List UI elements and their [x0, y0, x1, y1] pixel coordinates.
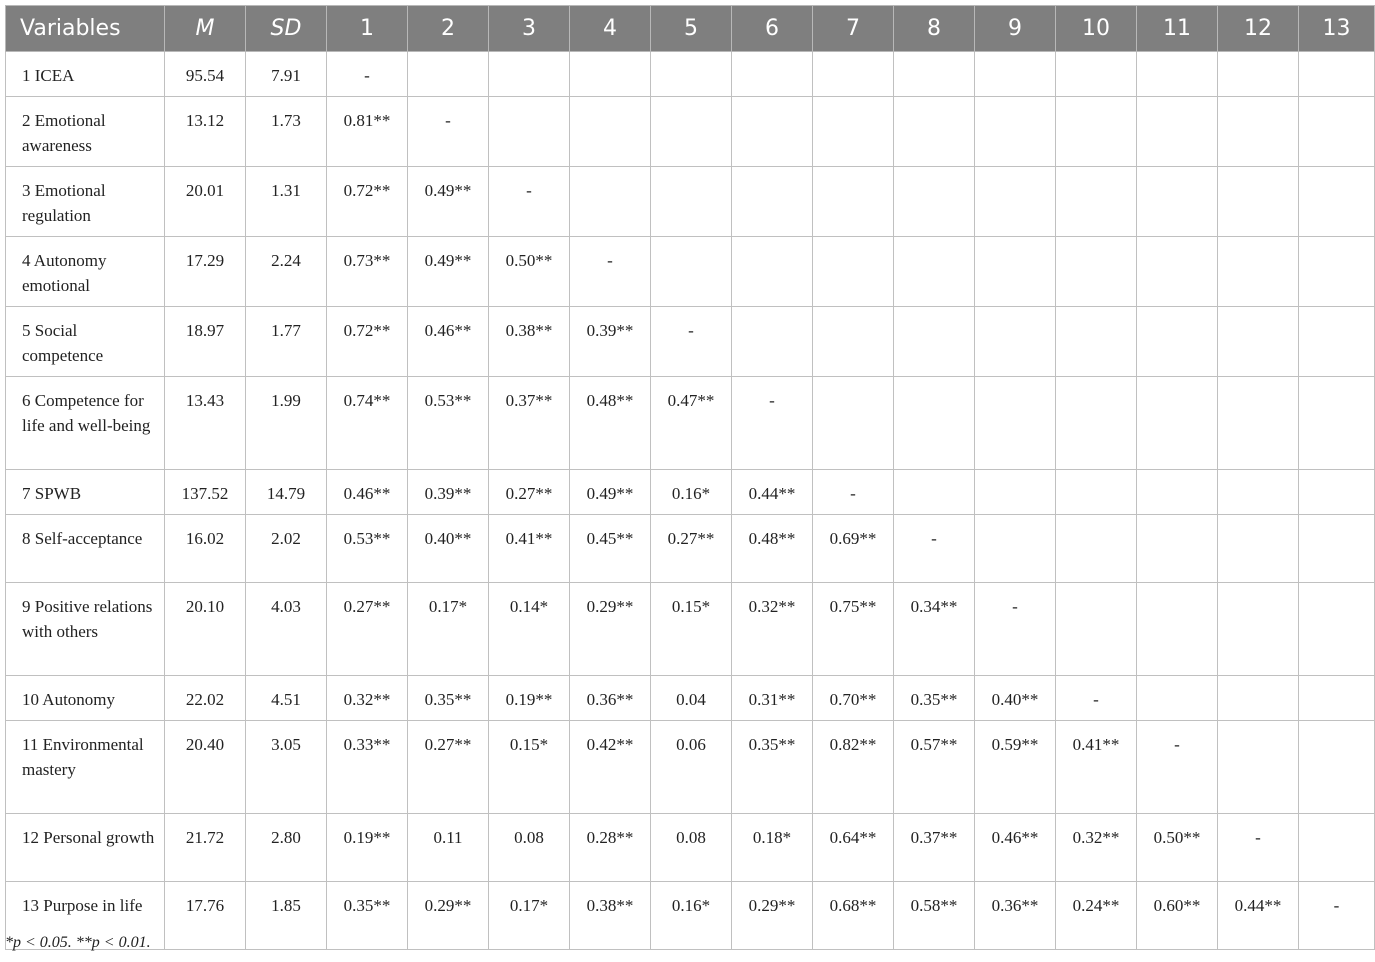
correlation-cell — [1218, 237, 1299, 307]
header-col-6: 6 — [732, 6, 813, 52]
row-variable-label: 6 Competence for life and well-being — [6, 377, 165, 470]
correlation-cell: 0.38** — [570, 882, 651, 950]
correlation-cell: 0.17* — [408, 583, 489, 676]
correlation-cell: 0.29** — [408, 882, 489, 950]
correlation-cell: 0.32** — [732, 583, 813, 676]
correlation-cell: 0.41** — [1056, 721, 1137, 814]
correlation-cell: 0.39** — [408, 470, 489, 515]
correlation-cell: 0.15* — [651, 583, 732, 676]
correlation-cell — [1056, 52, 1137, 97]
correlation-cell — [894, 307, 975, 377]
correlation-cell: 0.16* — [651, 882, 732, 950]
correlation-cell — [1218, 721, 1299, 814]
correlation-cell: 0.38** — [489, 307, 570, 377]
correlation-cell: - — [489, 167, 570, 237]
table-header-row — [6, 6, 1375, 52]
correlation-cell: 0.16* — [651, 470, 732, 515]
correlation-cell: 0.27** — [489, 470, 570, 515]
correlation-cell: 0.14* — [489, 583, 570, 676]
correlation-cell — [894, 167, 975, 237]
correlation-cell: 0.35** — [327, 882, 408, 950]
correlation-cell: 0.11 — [408, 814, 489, 882]
correlation-cell: 0.46** — [327, 470, 408, 515]
correlation-cell: 0.49** — [408, 237, 489, 307]
row-mean-cell: 21.72 — [165, 814, 246, 882]
header-col-5: 5 — [651, 6, 732, 52]
table-row — [6, 167, 1375, 237]
correlation-cell: 0.49** — [570, 470, 651, 515]
correlation-cell — [1218, 515, 1299, 583]
correlation-cell: 0.41** — [489, 515, 570, 583]
correlation-cell — [1056, 583, 1137, 676]
row-mean-cell: 17.76 — [165, 882, 246, 950]
correlation-cell: 0.46** — [408, 307, 489, 377]
header-sd: SD — [246, 6, 327, 52]
correlation-cell: 0.08 — [489, 814, 570, 882]
correlation-cell: 0.19** — [327, 814, 408, 882]
correlation-cell — [651, 167, 732, 237]
row-sd-cell: 1.99 — [246, 377, 327, 470]
correlation-cell: 0.48** — [732, 515, 813, 583]
correlation-cell — [1299, 237, 1375, 307]
row-mean-cell: 22.02 — [165, 676, 246, 721]
correlation-cell — [408, 52, 489, 97]
correlation-cell: 0.75** — [813, 583, 894, 676]
correlation-cell — [1056, 97, 1137, 167]
correlation-cell — [1056, 167, 1137, 237]
correlation-cell — [1137, 377, 1218, 470]
correlation-cell — [1218, 583, 1299, 676]
table-row — [6, 377, 1375, 470]
header-col-3: 3 — [489, 6, 570, 52]
correlation-cell: 0.48** — [570, 377, 651, 470]
correlation-cell — [894, 377, 975, 470]
correlation-cell — [1299, 515, 1375, 583]
correlation-cell: 0.59** — [975, 721, 1056, 814]
correlation-cell — [489, 97, 570, 167]
row-mean-cell: 16.02 — [165, 515, 246, 583]
correlation-cell: 0.57** — [894, 721, 975, 814]
correlation-cell: 0.08 — [651, 814, 732, 882]
correlation-cell — [1218, 377, 1299, 470]
correlation-cell: 0.37** — [894, 814, 975, 882]
row-mean-cell: 20.40 — [165, 721, 246, 814]
correlation-cell — [1137, 52, 1218, 97]
correlation-cell — [894, 52, 975, 97]
correlation-cell: 0.17* — [489, 882, 570, 950]
correlation-cell — [1137, 97, 1218, 167]
header-col-13: 13 — [1299, 6, 1375, 52]
correlation-cell — [975, 52, 1056, 97]
correlation-cell: 0.53** — [408, 377, 489, 470]
correlation-cell: 0.69** — [813, 515, 894, 583]
correlation-cell: 0.29** — [570, 583, 651, 676]
correlation-cell: 0.06 — [651, 721, 732, 814]
correlation-cell: 0.68** — [813, 882, 894, 950]
row-sd-cell: 2.24 — [246, 237, 327, 307]
correlation-cell: 0.50** — [1137, 814, 1218, 882]
correlation-cell — [1299, 583, 1375, 676]
correlation-cell: 0.49** — [408, 167, 489, 237]
correlation-cell — [1218, 307, 1299, 377]
correlation-cell: 0.35** — [408, 676, 489, 721]
row-mean-cell: 13.12 — [165, 97, 246, 167]
correlation-cell: 0.18* — [732, 814, 813, 882]
correlation-cell: 0.72** — [327, 167, 408, 237]
correlation-cell — [570, 52, 651, 97]
row-variable-label: 8 Self-acceptance — [6, 515, 165, 583]
row-variable-label: 9 Positive relations with others — [6, 583, 165, 676]
correlation-cell — [1218, 97, 1299, 167]
correlation-cell — [732, 167, 813, 237]
correlation-cell — [732, 97, 813, 167]
correlation-cell: 0.81** — [327, 97, 408, 167]
table-row — [6, 721, 1375, 814]
correlation-cell: 0.42** — [570, 721, 651, 814]
correlation-cell: 0.28** — [570, 814, 651, 882]
correlation-cell — [1299, 52, 1375, 97]
correlation-cell: 0.19** — [489, 676, 570, 721]
correlation-cell: 0.27** — [327, 583, 408, 676]
correlation-cell — [1299, 97, 1375, 167]
correlation-cell: 0.40** — [408, 515, 489, 583]
correlation-cell: 0.29** — [732, 882, 813, 950]
correlation-cell — [1056, 307, 1137, 377]
table-row — [6, 52, 1375, 97]
correlation-cell — [1299, 814, 1375, 882]
row-mean-cell: 17.29 — [165, 237, 246, 307]
correlation-cell — [1299, 307, 1375, 377]
row-mean-cell: 20.10 — [165, 583, 246, 676]
row-mean-cell: 137.52 — [165, 470, 246, 515]
correlation-cell — [1056, 515, 1137, 583]
header-col-10: 10 — [1056, 6, 1137, 52]
row-sd-cell: 1.77 — [246, 307, 327, 377]
row-variable-label: 3 Emotional regulation — [6, 167, 165, 237]
correlation-cell: 0.39** — [570, 307, 651, 377]
row-sd-cell: 1.31 — [246, 167, 327, 237]
table-row — [6, 814, 1375, 882]
correlation-cell: 0.74** — [327, 377, 408, 470]
correlation-cell — [1137, 307, 1218, 377]
table-row — [6, 676, 1375, 721]
correlation-cell — [1056, 377, 1137, 470]
correlation-cell — [894, 97, 975, 167]
row-sd-cell: 7.91 — [246, 52, 327, 97]
correlation-cell — [1137, 237, 1218, 307]
correlation-cell — [651, 52, 732, 97]
header-col-4: 4 — [570, 6, 651, 52]
correlation-cell: 0.24** — [1056, 882, 1137, 950]
row-variable-label: 13 Purpose in life — [6, 882, 165, 950]
header-mean: M — [165, 6, 246, 52]
table-row — [6, 470, 1375, 515]
row-sd-cell: 14.79 — [246, 470, 327, 515]
correlation-cell — [1056, 237, 1137, 307]
correlation-cell: 0.53** — [327, 515, 408, 583]
row-variable-label: 1 ICEA — [6, 52, 165, 97]
header-col-2: 2 — [408, 6, 489, 52]
table-footnote: *p < 0.05. **p < 0.01. — [5, 934, 151, 951]
correlation-cell — [813, 237, 894, 307]
correlation-cell: 0.32** — [327, 676, 408, 721]
header-col-11: 11 — [1137, 6, 1218, 52]
correlation-cell — [1218, 470, 1299, 515]
correlation-cell: - — [1137, 721, 1218, 814]
correlation-cell: 0.44** — [732, 470, 813, 515]
correlation-cell — [975, 307, 1056, 377]
correlation-cell: 0.72** — [327, 307, 408, 377]
correlation-cell — [651, 237, 732, 307]
correlation-cell: 0.36** — [570, 676, 651, 721]
correlation-cell — [651, 97, 732, 167]
correlation-table — [5, 5, 1375, 950]
row-variable-label: 10 Autonomy — [6, 676, 165, 721]
correlation-cell — [975, 97, 1056, 167]
correlation-cell — [1137, 676, 1218, 721]
correlation-cell: - — [894, 515, 975, 583]
correlation-cell: 0.15* — [489, 721, 570, 814]
correlation-cell — [1137, 167, 1218, 237]
correlation-cell: 0.04 — [651, 676, 732, 721]
row-mean-cell: 13.43 — [165, 377, 246, 470]
correlation-cell: - — [1218, 814, 1299, 882]
row-variable-label: 2 Emotional awareness — [6, 97, 165, 167]
header-col-9: 9 — [975, 6, 1056, 52]
correlation-cell — [1137, 470, 1218, 515]
correlation-cell — [813, 97, 894, 167]
correlation-cell: 0.34** — [894, 583, 975, 676]
table-body — [6, 52, 1375, 950]
row-sd-cell: 3.05 — [246, 721, 327, 814]
correlation-cell — [1299, 470, 1375, 515]
correlation-cell: 0.32** — [1056, 814, 1137, 882]
table-row — [6, 237, 1375, 307]
row-sd-cell: 1.73 — [246, 97, 327, 167]
correlation-cell — [1218, 167, 1299, 237]
row-variable-label: 7 SPWB — [6, 470, 165, 515]
header-col-1: 1 — [327, 6, 408, 52]
correlation-cell — [1218, 676, 1299, 721]
correlation-cell: 0.46** — [975, 814, 1056, 882]
correlation-cell: - — [408, 97, 489, 167]
correlation-cell — [975, 377, 1056, 470]
header-col-7: 7 — [813, 6, 894, 52]
correlation-cell — [1299, 377, 1375, 470]
correlation-cell — [1137, 583, 1218, 676]
correlation-cell — [570, 167, 651, 237]
correlation-cell — [1218, 52, 1299, 97]
correlation-cell: 0.37** — [489, 377, 570, 470]
row-mean-cell: 95.54 — [165, 52, 246, 97]
correlation-cell — [813, 377, 894, 470]
correlation-cell — [813, 167, 894, 237]
correlation-cell: 0.35** — [894, 676, 975, 721]
table-row — [6, 97, 1375, 167]
correlation-cell: 0.44** — [1218, 882, 1299, 950]
correlation-cell: 0.58** — [894, 882, 975, 950]
table-row — [6, 583, 1375, 676]
row-mean-cell: 18.97 — [165, 307, 246, 377]
correlation-cell: - — [732, 377, 813, 470]
correlation-cell — [813, 307, 894, 377]
table-row — [6, 515, 1375, 583]
correlation-cell — [732, 237, 813, 307]
header-col-12: 12 — [1218, 6, 1299, 52]
correlation-cell: 0.82** — [813, 721, 894, 814]
row-sd-cell: 2.02 — [246, 515, 327, 583]
correlation-cell — [975, 167, 1056, 237]
correlation-cell: - — [813, 470, 894, 515]
correlation-cell: - — [1299, 882, 1375, 950]
correlation-cell: 0.50** — [489, 237, 570, 307]
correlation-cell — [732, 52, 813, 97]
row-variable-label: 12 Personal growth — [6, 814, 165, 882]
correlation-cell: - — [327, 52, 408, 97]
correlation-cell: 0.31** — [732, 676, 813, 721]
correlation-cell: 0.33** — [327, 721, 408, 814]
correlation-cell: - — [651, 307, 732, 377]
table-row — [6, 307, 1375, 377]
row-sd-cell: 4.51 — [246, 676, 327, 721]
row-variable-label: 5 Social competence — [6, 307, 165, 377]
header-variables: Variables — [6, 6, 165, 52]
correlation-cell: 0.36** — [975, 882, 1056, 950]
correlation-cell: 0.27** — [651, 515, 732, 583]
correlation-cell — [975, 470, 1056, 515]
correlation-cell: - — [975, 583, 1056, 676]
correlation-cell: 0.73** — [327, 237, 408, 307]
correlation-cell — [1137, 515, 1218, 583]
correlation-cell: 0.45** — [570, 515, 651, 583]
correlation-cell — [813, 52, 894, 97]
correlation-cell: - — [570, 237, 651, 307]
correlation-table-container — [5, 5, 1370, 950]
correlation-cell: 0.64** — [813, 814, 894, 882]
correlation-cell: 0.60** — [1137, 882, 1218, 950]
correlation-cell — [1056, 470, 1137, 515]
row-sd-cell: 2.80 — [246, 814, 327, 882]
correlation-cell: 0.35** — [732, 721, 813, 814]
correlation-cell — [1299, 676, 1375, 721]
correlation-cell: 0.40** — [975, 676, 1056, 721]
row-variable-label: 11 Environmental mastery — [6, 721, 165, 814]
row-mean-cell: 20.01 — [165, 167, 246, 237]
correlation-cell: 0.70** — [813, 676, 894, 721]
correlation-cell — [894, 470, 975, 515]
correlation-cell — [894, 237, 975, 307]
correlation-cell: 0.27** — [408, 721, 489, 814]
header-col-8: 8 — [894, 6, 975, 52]
correlation-cell — [975, 237, 1056, 307]
correlation-cell — [732, 307, 813, 377]
correlation-cell: 0.47** — [651, 377, 732, 470]
row-sd-cell: 1.85 — [246, 882, 327, 950]
row-sd-cell: 4.03 — [246, 583, 327, 676]
table-row — [6, 882, 1375, 950]
correlation-cell — [975, 515, 1056, 583]
correlation-cell — [1299, 167, 1375, 237]
row-variable-label: 4 Autonomy emotional — [6, 237, 165, 307]
correlation-cell — [570, 97, 651, 167]
correlation-cell: - — [1056, 676, 1137, 721]
correlation-cell — [1299, 721, 1375, 814]
correlation-cell — [489, 52, 570, 97]
